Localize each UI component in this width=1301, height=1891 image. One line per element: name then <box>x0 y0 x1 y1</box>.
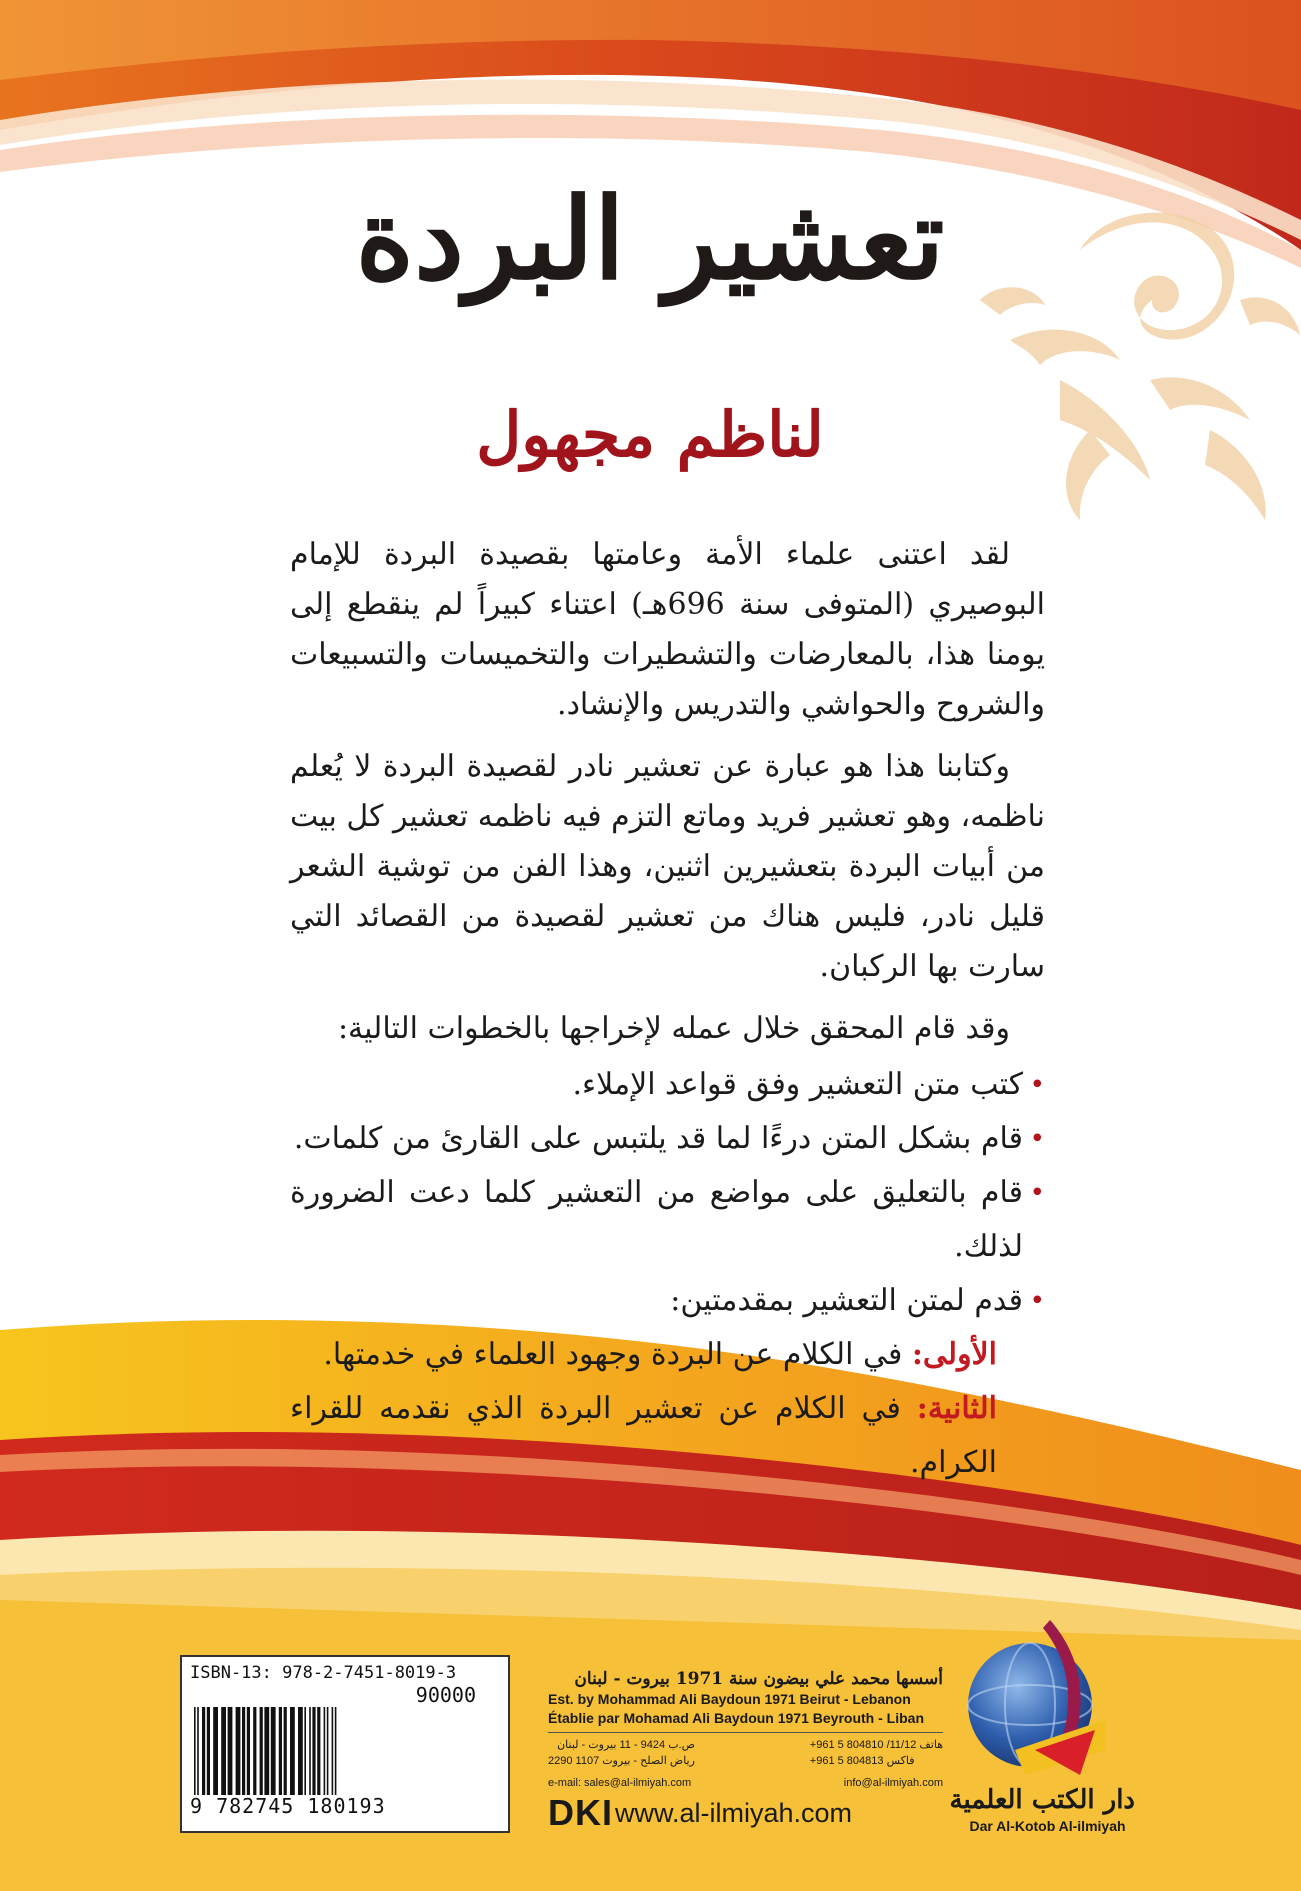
barcode-bar <box>247 1707 250 1795</box>
publisher-emails <box>548 1775 943 1791</box>
publisher-phone-col <box>810 1737 943 1769</box>
publisher-info <box>548 1668 943 1838</box>
barcode-bar <box>207 1707 210 1795</box>
dki-logo-text: DKI <box>548 1792 613 1833</box>
list-item: • قدم لمتن التعشير بمقدمتين: <box>290 1274 1045 1328</box>
barcode-bar <box>228 1707 233 1795</box>
list-item: • كتب متن التعشير وفق قواعد الإملاء. <box>290 1058 1045 1112</box>
barcode-bar <box>332 1707 334 1795</box>
barcode-bar <box>317 1707 320 1795</box>
publisher-logo-english: Dar Al-Kotob Al-ilmiyah <box>969 1818 1126 1834</box>
barcode-bar <box>221 1707 226 1795</box>
barcode-bar <box>324 1707 326 1795</box>
barcode-number: 9 782745 180193 <box>190 1794 386 1818</box>
publisher-arabic-line: أسسها محمد علي بيضون سنة 1971 بيروت - لبنان <box>574 1669 943 1689</box>
steps-list <box>290 1058 1045 1328</box>
publisher-fax: +961 5 804813 فاكس <box>809 1755 915 1767</box>
publisher-po-box: ص.ب 9424 - 11 بيروت - لبنان <box>557 1739 695 1751</box>
list-item: • قام بالتعليق على مواضع من التعشير كلما دعت الضرورة لذلك. <box>290 1166 1045 1274</box>
list-item: • قام بشكل المتن درءًا لما قد يلتبس على القارئ من كلمات. <box>290 1112 1045 1166</box>
barcode-bar <box>253 1707 256 1795</box>
barcode-bars <box>190 1707 502 1795</box>
publisher-contacts <box>548 1737 943 1769</box>
intro-second-text: في الكلام عن تعشير البردة الذي نقدمه للقراء الكرام. <box>290 1391 997 1480</box>
intro-first-text: في الكلام عن البردة وجهود العلماء في خدمتها. <box>323 1337 912 1372</box>
steps-intro: وقد قام المحقق خلال عمله لإخراجها بالخطوات التالية: <box>337 1011 1010 1046</box>
barcode-bar <box>279 1707 282 1795</box>
barcode-bar <box>304 1707 306 1795</box>
bullet-icon: • <box>1029 1286 1045 1316</box>
barcode-bar <box>284 1707 287 1795</box>
blurb-paragraph-2: وكتابنا هذا هو عبارة عن تعشير نادر لقصيدة البردة لا يُعلم ناظمه، وهو تعشير فريد وماتع التزم فيه ناظمه تعشير كل بيت من أبيات البردة بتعشيرين اثنين، وهذا الفن من توشية الشعر قليل نادر، فليس هناك من تعشير لقصيدة من القصائد التي سارت بها الركبان. <box>290 749 1045 984</box>
barcode-bar <box>335 1707 337 1795</box>
barcode-bar <box>197 1707 199 1795</box>
barcode-addon: 90000 <box>415 1683 476 1707</box>
barcode-bar <box>264 1707 269 1795</box>
barcode-bar <box>260 1707 263 1795</box>
intro-second-label: الثانية: <box>916 1391 997 1426</box>
publisher-email-sales[interactable]: e-mail: sales@al-ilmiyah.com <box>548 1777 692 1789</box>
publisher-logo-arabic: دار الكتب العلمية <box>949 1785 1135 1815</box>
bullet-icon: • <box>1029 1178 1045 1208</box>
publisher-address: رياض الصلح - بيروت 1107 2290 <box>548 1755 695 1767</box>
intro-first <box>290 1328 1045 1382</box>
barcode-bar <box>309 1707 311 1795</box>
blurb-paragraph-1: لقد اعتنى علماء الأمة وعامتها بقصيدة البردة للإمام البوصيري (المتوفى سنة 696هـ) اعتناء كبيراً لم ينقطع إلى يومنا هذا، بالمعارضات والتشطيرات والتخميسات والتسبيعات والشروح والحواشي والتدريس والإنشاد. <box>290 537 1045 722</box>
barcode-bar <box>194 1707 196 1795</box>
publisher-divider <box>548 1732 943 1733</box>
barcode-bar <box>312 1707 315 1795</box>
book-title: تعشير البردة <box>355 174 945 305</box>
publisher-phone: +961 5 804810 /11/12 هاتف <box>809 1739 943 1751</box>
barcode-bar <box>271 1707 276 1795</box>
isbn-label: ISBN-13: 978-2-7451-8019-3 <box>190 1663 457 1683</box>
bullet-icon: • <box>1029 1124 1045 1154</box>
publisher-email-info[interactable]: info@al-ilmiyah.com <box>843 1777 943 1789</box>
publisher-po-col <box>548 1737 695 1769</box>
publisher-est-fr: Établie par Mohamad Ali Baydoun 1971 Beyrouth - Liban <box>548 1710 924 1726</box>
publisher-website[interactable]: www.al-ilmiyah.com <box>615 1798 853 1828</box>
barcode-bar <box>242 1707 245 1795</box>
barcode-box <box>180 1655 510 1833</box>
intro-second <box>290 1382 1045 1490</box>
barcode-bar <box>298 1707 303 1795</box>
bullet-icon: • <box>1029 1070 1045 1100</box>
barcode-bar <box>213 1707 218 1795</box>
blurb-text <box>290 530 1045 1490</box>
barcode-bar <box>290 1707 295 1795</box>
publisher-web <box>548 1793 943 1833</box>
publisher-est-en: Est. by Mohammad Ali Baydoun 1971 Beirut - Lebanon <box>548 1691 911 1707</box>
intro-first-label: الأولى: <box>911 1337 997 1372</box>
barcode-bar <box>236 1707 241 1795</box>
barcode-bar <box>202 1707 205 1795</box>
barcode-bar <box>327 1707 329 1795</box>
book-subtitle: لناظم مجهول <box>476 398 824 471</box>
